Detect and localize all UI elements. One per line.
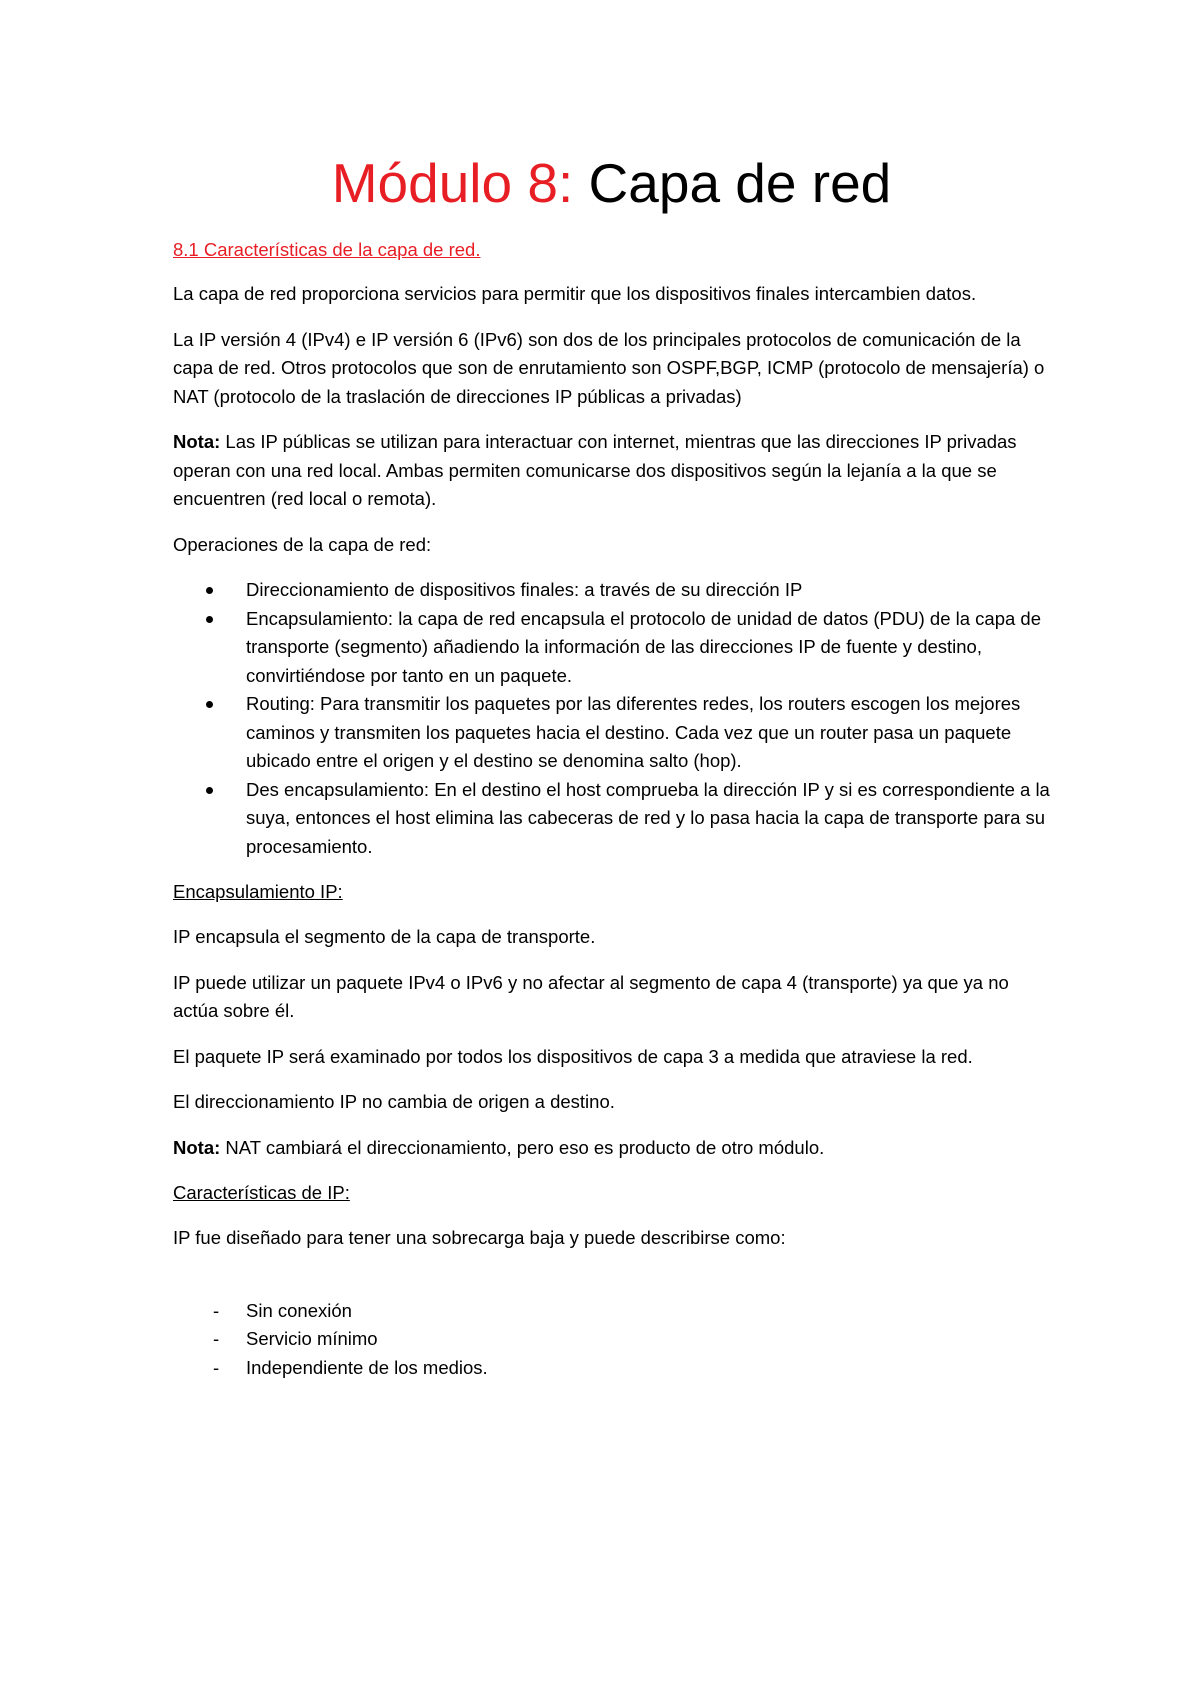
section-heading-characteristics: 8.1 Características de la capa de red. [173, 239, 481, 260]
section-heading-ip-encapsulation: Encapsulamiento IP: [173, 881, 343, 902]
list-item [173, 776, 1050, 862]
list-item [173, 1325, 1050, 1354]
bullet-icon [206, 616, 213, 623]
note-label: Nota: [173, 431, 221, 452]
page-title [173, 148, 1050, 218]
note-nat [173, 1134, 1050, 1163]
note-text: NAT cambiará el direccionamiento, pero eso es producto de otro módulo. [220, 1136, 825, 1158]
operations-list [173, 576, 1050, 861]
list-item-text: Routing: Para transmitir los paquetes por las diferentes redes, los routers escogen los mejores caminos y transmiten los paquetes hacia el destino. Cada vez que un router pasa un paquete ubicado entre el origen y el destino se denomina salto (hop). [246, 693, 1021, 771]
note-public-private-ip [173, 428, 1050, 514]
bullet-icon [206, 701, 213, 708]
features-list [173, 1297, 1050, 1383]
list-item [173, 1354, 1050, 1383]
list-item-text: Servicio mínimo [246, 1328, 378, 1349]
dash-marker: - [213, 1328, 220, 1349]
note-label: Nota: [173, 1136, 221, 1158]
note-text: Las IP públicas se utilizan para interactuar con internet, mientras que las direcciones IP privadas operan con una red local. Ambas permiten comunicarse dos dispositivos según la lejanía a la que se encuentren (red local o remota). [173, 431, 1017, 509]
dash-marker: - [213, 1299, 220, 1321]
dash-marker: - [213, 1356, 220, 1378]
list-item [173, 1297, 1050, 1326]
list-item-text: Independiente de los medios. [246, 1356, 488, 1378]
paragraph-ip-versions: La IP versión 4 (IPv4) e IP versión 6 (IPv6) son dos de los principales protocolos de comunicación de la capa de red. Otros protocolos que son de enrutamiento son OSPF,BGP, ICMP (protocolo de mensajería) o NAT (protocolo de la traslación de direcciones IP públicas a privadas) [173, 328, 1045, 407]
list-item [173, 576, 1050, 605]
list-item [173, 605, 1050, 691]
list-item [173, 690, 1050, 776]
paragraph-ipv4-ipv6: IP puede utilizar un paquete IPv4 o IPv6 y no afectar al segmento de capa 4 (transporte) ya que ya no actúa sobre él. [173, 971, 1009, 1021]
title-text: Capa de red [573, 152, 892, 214]
operations-intro: Operaciones de la capa de red: [173, 533, 432, 555]
list-item-text: Des encapsulamiento: En el destino el host comprueba la dirección IP y si es correspondiente a la suya, entonces el host elimina las cabeceras de red y lo pasa hacia la capa de transporte para su procesamiento. [246, 778, 1050, 857]
paragraph-network-layer-intro: La capa de red proporciona servicios para permitir que los dispositivos finales intercambien datos. [173, 283, 977, 304]
list-item-text: Encapsulamiento: la capa de red encapsula el protocolo de unidad de datos (PDU) de la capa de transporte (segmento) añadiendo la información de las direcciones IP de fuente y destino, convirtiéndose por tanto en un paquete. [246, 607, 1041, 686]
paragraph-layer3-examine: El paquete IP será examinado por todos los dispositivos de capa 3 a medida que atraviese la red. [173, 1045, 973, 1067]
paragraph-ip-features-intro: IP fue diseñado para tener una sobrecarga baja y puede describirse como: [173, 1227, 786, 1248]
list-item-text: Direccionamiento de dispositivos finales: a través de su dirección IP [246, 579, 803, 600]
paragraph-ip-encapsulates: IP encapsula el segmento de la capa de transporte. [173, 926, 596, 947]
paragraph-addressing-unchanged: El direccionamiento IP no cambia de origen a destino. [173, 1091, 615, 1112]
section-heading-ip-features: Características de IP: [173, 1182, 350, 1203]
bullet-icon [206, 787, 213, 794]
title-module-number: Módulo 8: [331, 152, 574, 214]
bullet-icon [206, 587, 213, 594]
list-item-text: Sin conexión [246, 1299, 352, 1321]
